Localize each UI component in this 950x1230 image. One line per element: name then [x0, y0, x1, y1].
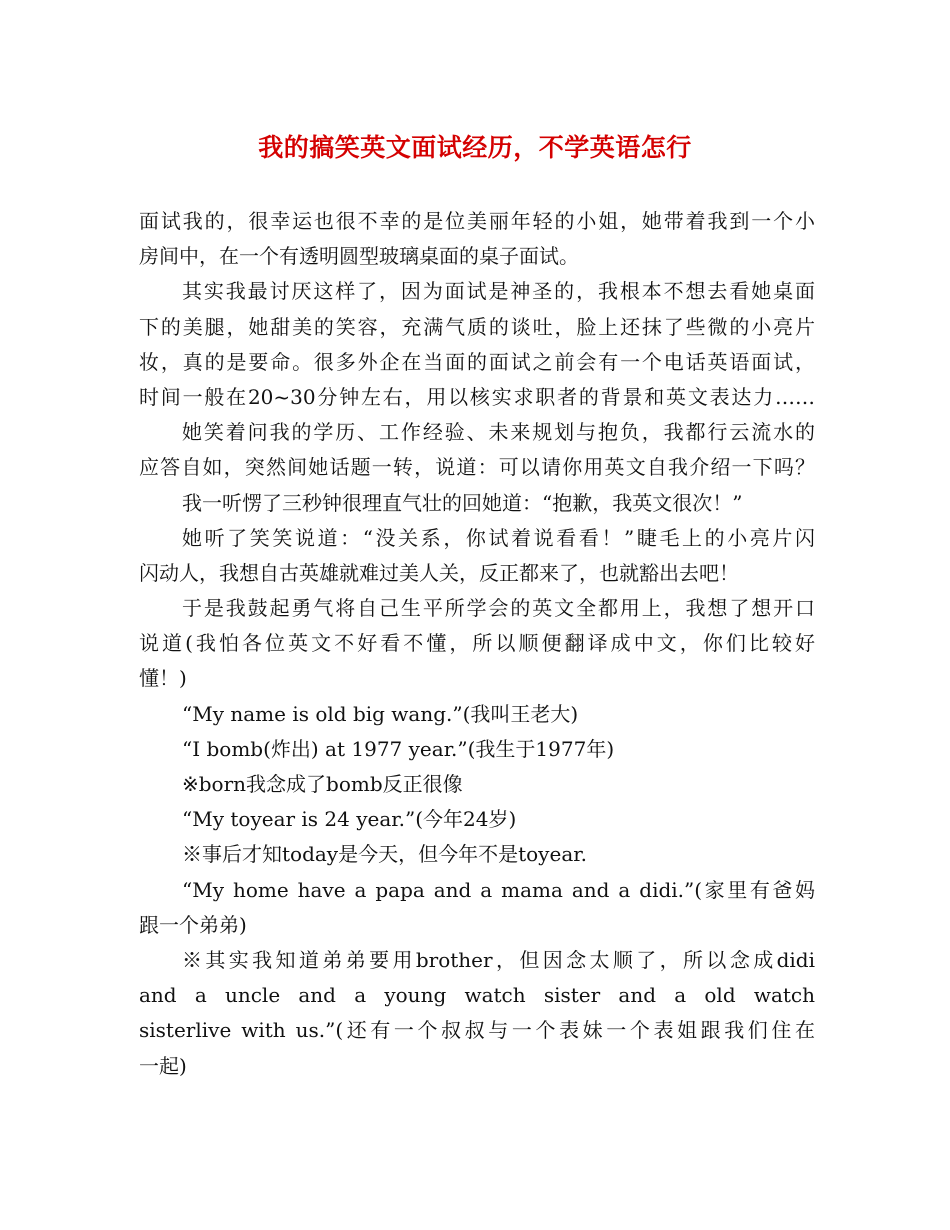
text-line: 我一听愣了三秒钟很理直气壮的回她道：“抱歉，我英文很次！”	[182, 490, 743, 515]
text-line: 闪动人，我想自古英雄就难过美人关，反正都来了，也就豁出去吧！	[139, 560, 739, 585]
text-line: sisterlive with us.”(还有一个叔叔与一个表妹一个表姐跟我们住在	[139, 1018, 815, 1043]
document-title: 我的搞笑英文面试经历，不学英语怎行	[258, 133, 692, 162]
text-line: “My home have a papa and a mama and a didi.”(家里有爸妈	[182, 877, 815, 902]
text-line: 其实我最讨厌这样了，因为面试是神圣的，我根本不想去看她桌面	[182, 279, 815, 304]
text-line: 面试我的，很幸运也很不幸的是位美丽年轻的小姐，她带着我到一个小	[139, 209, 815, 233]
text-line: 懂！)	[139, 666, 187, 691]
text-line: 下的美腿，她甜美的笑容，充满气质的谈吐，脸上还抹了些微的小亮片	[139, 314, 815, 339]
text-line: “My name is old big wang.”(我叫王老大)	[182, 701, 579, 726]
text-line: 时间一般在20~30分钟左右，用以核实求职者的背景和英文表达力……	[139, 384, 815, 409]
text-line: 一起)	[139, 1053, 187, 1078]
text-line: 跟一个弟弟)	[139, 912, 247, 937]
text-line: ※born我念成了bomb反正很像	[182, 772, 463, 796]
text-line: 于是我鼓起勇气将自己生平所学会的英文全都用上，我想了想开口	[182, 596, 815, 621]
text-line: ※事后才知today是今天，但今年不是toyear.	[182, 842, 587, 867]
text-line: 房间中，在一个有透明圆型玻璃桌面的桌子面试。	[139, 244, 579, 269]
text-line: 应答自如，突然间她话题一转，说道：可以请你用英文自我介绍一下吗？	[139, 455, 815, 480]
text-line: “I bomb(炸出) at 1977 year.”(我生于1977年)	[182, 736, 615, 761]
text-line: 她听了笑笑说道：“没关系，你试着说看看！”睫毛上的小亮片闪	[182, 525, 815, 550]
text-line: ※其实我知道弟弟要用brother，但因念太顺了，所以念成didi	[182, 947, 815, 972]
text-line: 说道(我怕各位英文不好看不懂，所以顺便翻译成中文，你们比较好	[139, 631, 815, 656]
text-line: 她笑着问我的学历、工作经验、未来规划与抱负，我都行云流水的	[182, 420, 815, 445]
text-line: 妆，真的是要命。很多外企在当面的面试之前会有一个电话英语面试，	[139, 349, 815, 374]
text-line: and a uncle and a young watch sister and a old watch	[139, 983, 815, 1008]
document-body	[139, 204, 815, 1084]
text-line: “My toyear is 24 year.”(今年24岁)	[182, 807, 517, 832]
